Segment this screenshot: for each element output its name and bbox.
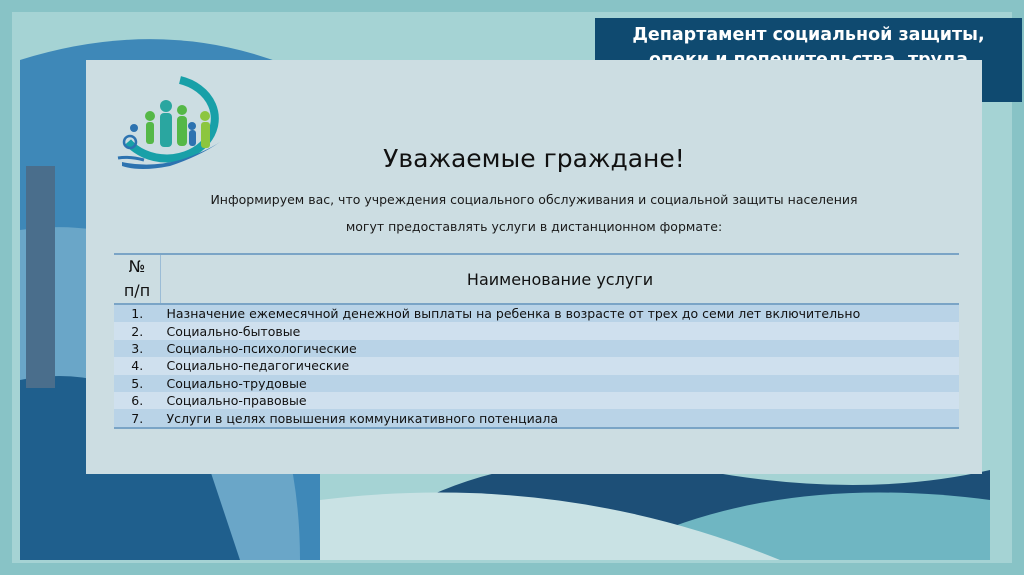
intro-text [86, 186, 982, 240]
row-number: 5. [131, 375, 144, 391]
row-service-name: Назначение ежемесячной денежной выплаты на ребенка в возрасте от трех до семи лет включительно [166, 306, 861, 322]
row-number: 7. [114, 409, 161, 427]
header-line: Департамент социальной защиты, [632, 24, 985, 45]
row-number: 2. [131, 323, 144, 339]
table-row [114, 375, 959, 392]
table-row [114, 357, 959, 374]
announcement-card [86, 60, 982, 474]
services-table [114, 253, 959, 429]
intro-line: могут предоставлять услуги в дистанционном формате: [345, 219, 723, 234]
row-service-name: Социально-правовые [166, 393, 307, 409]
table-row [114, 304, 959, 322]
column-header-number-line: п/п [123, 281, 151, 300]
intro-line: Информируем вас, что учреждения социального обслуживания и социальной защиты населения [210, 192, 858, 207]
table-row [114, 322, 959, 339]
column-header-number-line: № [128, 257, 146, 276]
page-title: Уважаемые граждане! [383, 144, 685, 173]
row-number: 4. [131, 358, 144, 374]
row-number: 3. [131, 340, 144, 356]
row-service-name: Услуги в целях повышения коммуникативного потенциала [161, 409, 960, 427]
column-header-number [114, 254, 161, 304]
table-row [114, 340, 959, 357]
row-service-name: Социально-трудовые [166, 375, 307, 391]
row-number: 6. [131, 393, 144, 409]
column-header-name: Наименование услуги [161, 254, 960, 304]
table-row [114, 409, 959, 427]
row-number: 1. [131, 306, 144, 322]
table-header-row [114, 254, 959, 304]
table-row [114, 392, 959, 409]
row-service-name: Социально-педагогические [166, 358, 350, 374]
row-service-name: Социально-психологические [166, 340, 357, 356]
left-accent-bar [26, 166, 55, 388]
row-service-name: Социально-бытовые [166, 323, 301, 339]
